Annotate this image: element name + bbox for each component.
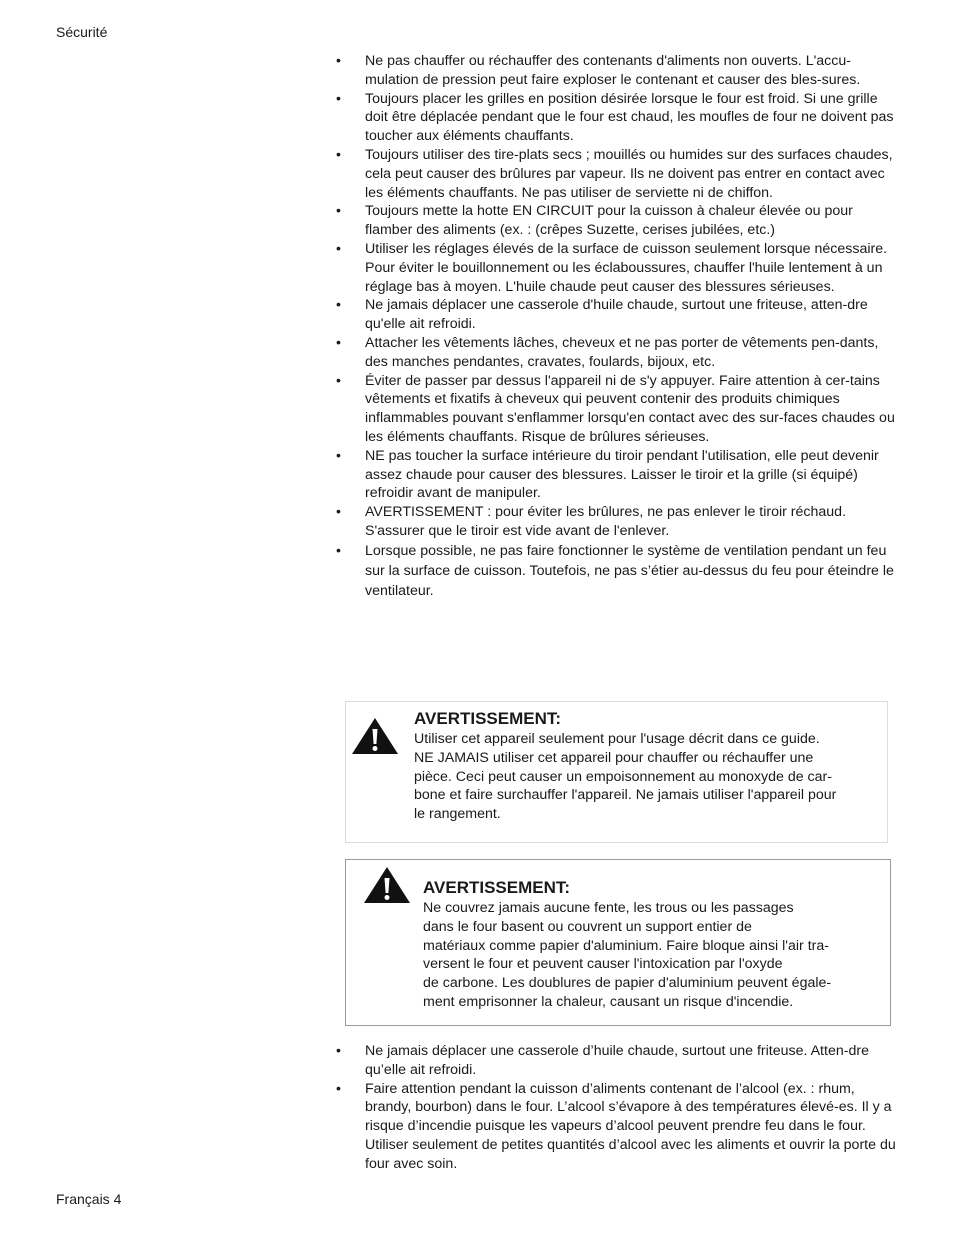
warning-triangle-icon [362, 865, 412, 905]
warning-title: AVERTISSEMENT: [423, 878, 571, 897]
list-item: • NE pas toucher la surface intérieure du tiroir pendant l'utilisation, elle peut devenir assez chaude pour causer des blessures. Laisser le tiroir et la grille (si équipé) refroidir avant de manipuler. [336, 447, 902, 503]
list-item: • Ne jamais déplacer une casserole d'huile chaude, surtout une friteuse, atten-dre qu'elle ait refroidi. [336, 296, 902, 334]
list-item: • Faire attention pendant la cuisson d’aliments contenant de l’alcool (ex. : rhum, brandy, bourbon) dans le four. L’alcool s’évapore à des températures élevé-es. Il y a risque d’incendie puisque les vapeurs d’alcool peuvent prendre feu dans le four. Utiliser seulement de petites quantités d’alcool avec les aliments et ouvrir la porte du four avec soin. [336, 1080, 902, 1174]
warning-triangle-icon [350, 716, 400, 756]
list-item: • Ne pas chauffer ou réchauffer des contenants d'aliments non ouverts. L'accu-mulation de pression peut faire exploser le contenant et causer des bles-sures. [336, 52, 902, 90]
warning-box [345, 859, 891, 1026]
list-item: • Éviter de passer par dessus l'appareil ni de s'y appuyer. Faire attention à cer-tains vêtements et fixatifs à cheveux qui peuvent contenir des produits chimiques inflammables pouvant s'enflammer lorsqu'en contact avec des sur-faces chaudes ou les éléments chauffants. Risque de brûlures sérieuses. [336, 372, 902, 447]
warning-title: AVERTISSEMENT: [414, 709, 562, 728]
list-item: • Utiliser les réglages élevés de la surface de cuisson seulement lorsque nécessaire. Pour éviter le bouillonnement ou les éclaboussures, chauffer l'huile lentement à un réglage bas à moyen. L'huile chaude peut causer des blessures sérieuses. [336, 240, 902, 296]
warning-text: Ne couvrez jamais aucune fente, les trous ou les passages dans le four basent ou couvrent un support entier de matériaux comme papier d'aluminium. Faire bloque ainsi l'air tra- versent le four et peuvent causer l'intoxication par l'oxyde de carbone. Les doublures de papier d'aluminium peuvent égale- ment emprisonner la chaleur, causant un risque d'incendie. [423, 900, 832, 1010]
safety-list-bottom [336, 1042, 902, 1174]
list-item: • AVERTISSEMENT : pour éviter les brûlures, ne pas enlever le tiroir réchaud. S'assurer que le tiroir est vide avant de l'enlever. [336, 503, 902, 541]
section-header: Sécurité [56, 24, 108, 40]
warning-text: Utiliser cet appareil seulement pour l'usage décrit dans ce guide. NE JAMAIS utiliser cet appareil pour chauffer ou réchauffer une pièce. Ceci peut causer un empoisonnement au monoxyde de car- bone et faire surchauffer l'appareil. Ne jamais utiliser l'appareil pour le rangement. [414, 731, 837, 823]
safety-list-top [336, 52, 902, 601]
list-item: • Ne jamais déplacer une casserole d’huile chaude, surtout une friteuse. Atten-dre qu’elle ait refroidi. [336, 1042, 902, 1080]
list-item: • Attacher les vêtements lâches, cheveux et ne pas porter de vêtements pen-dants, des manches pendantes, cravates, foulards, bijoux, etc. [336, 334, 902, 372]
list-item: • Lorsque possible, ne pas faire fonctionner le système de ventilation pendant un feu sur la surface de cuisson. Toutefois, ne pas s’étier au-dessus du feu pour éteindre le ventilateur. [336, 541, 902, 601]
list-item: • Toujours placer les grilles en position désirée lorsque le four est froid. Si une grille doit être déplacée pendant que le four est chaud, les moufles de four ne doivent pas toucher aux éléments chauffants. [336, 90, 902, 146]
page-footer: Français 4 [56, 1191, 122, 1207]
list-item: • Toujours utiliser des tire-plats secs ; mouillés ou humides sur des surfaces chaudes, cela peut causer des brûlures par vapeur. Ils ne doivent pas entrer en contact avec les éléments chauffants. Ne pas utiliser de serviette ni de chiffon. [336, 146, 902, 202]
list-item: • Toujours mette la hotte EN CIRCUIT pour la cuisson à chaleur élevée ou pour flamber des aliments (ex. : (crêpes Suzette, cerises jubilées, etc.) [336, 202, 902, 240]
warning-box [345, 701, 888, 843]
